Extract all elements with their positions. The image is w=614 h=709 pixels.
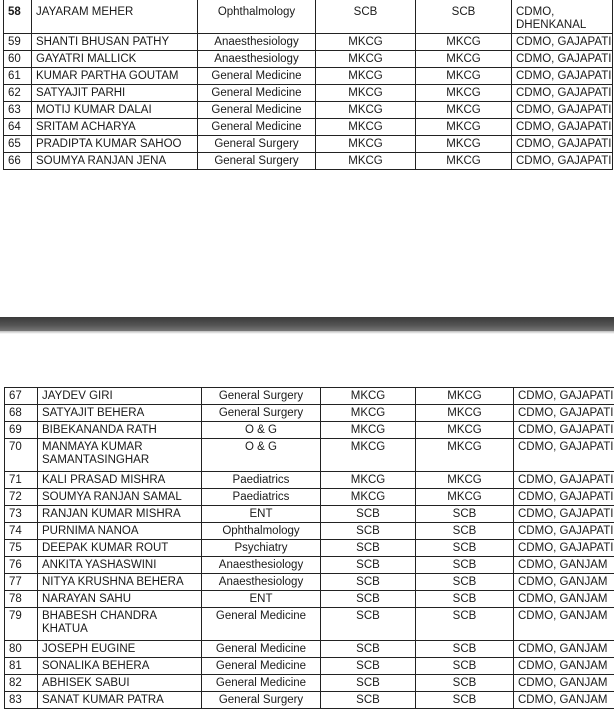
posting-place: CDMO, GAJAPATI [512,102,613,119]
to-institution: MKCG [416,153,512,170]
posting-place: CDMO, GANJAM [514,641,614,658]
department: Paediatrics [202,489,321,506]
doctor-name: JOSEPH EUGINE [38,641,202,658]
doctor-name: KUMAR PARTHA GOUTAM [32,68,198,85]
to-institution: SCB [416,574,514,591]
doctor-name: ABHISEK SABUI [38,675,202,692]
serial-number: 69 [5,422,38,439]
posting-place: CDMO, GANJAM [514,658,614,675]
from-institution: SCB [321,591,416,608]
department: Psychiatry [202,540,321,557]
department: General Medicine [202,675,321,692]
doctor-name: JAYDEV GIRI [38,388,202,405]
doctor-name: RANJAN KUMAR MISHRA [38,506,202,523]
table-row [4,153,613,170]
serial-number: 77 [5,574,38,591]
to-institution: MKCG [416,439,514,472]
table-row [4,136,613,153]
from-institution: MKCG [316,68,416,85]
department: General Medicine [198,85,316,102]
to-institution: MKCG [416,405,514,422]
serial-number: 60 [4,51,32,68]
from-institution: SCB [321,608,416,641]
department: O & G [202,422,321,439]
serial-number: 58 [4,0,32,34]
from-institution: MKCG [316,119,416,136]
serial-number: 61 [4,68,32,85]
doctor-name: GAYATRI MALLICK [32,51,198,68]
department: General Surgery [202,405,321,422]
serial-number: 66 [4,153,32,170]
serial-number: 70 [5,439,38,472]
doctor-name: DEEPAK KUMAR ROUT [38,540,202,557]
posting-place: CDMO, GAJAPATI [512,51,613,68]
serial-number: 75 [5,540,38,557]
serial-number: 83 [5,692,38,709]
department: O & G [202,439,321,472]
from-institution: SCB [316,0,416,34]
posting-place: CDMO, GAJAPATI [514,439,614,472]
from-institution: SCB [321,540,416,557]
doctor-name: SHANTI BHUSAN PATHY [32,34,198,51]
posting-table-page-1 [3,0,613,170]
from-institution: MKCG [316,85,416,102]
from-institution: MKCG [321,489,416,506]
to-institution: SCB [416,658,514,675]
from-institution: MKCG [316,136,416,153]
doctor-name: SOUMYA RANJAN JENA [32,153,198,170]
doctor-name: SRITAM ACHARYA [32,119,198,136]
from-institution: MKCG [316,51,416,68]
posting-place: CDMO, GAJAPATI [514,472,614,489]
serial-number: 68 [5,405,38,422]
department: General Medicine [198,102,316,119]
doctor-name: MOTIJ KUMAR DALAI [32,102,198,119]
doctor-name: PURNIMA NANOA [38,523,202,540]
to-institution: MKCG [416,85,512,102]
to-institution: SCB [416,506,514,523]
serial-number: 79 [5,608,38,641]
doctor-name: KALI PRASAD MISHRA [38,472,202,489]
from-institution: SCB [321,557,416,574]
serial-number: 65 [4,136,32,153]
table-row [4,102,613,119]
page-separator-bar [0,317,614,331]
to-institution: SCB [416,557,514,574]
to-institution: SCB [416,591,514,608]
from-institution: MKCG [321,422,416,439]
doctor-name: NARAYAN SAHU [38,591,202,608]
table-row [5,523,614,540]
table-row [5,472,614,489]
to-institution: MKCG [416,422,514,439]
posting-place: CDMO, GANJAM [514,591,614,608]
from-institution: SCB [321,523,416,540]
from-institution: MKCG [321,439,416,472]
from-institution: MKCG [316,153,416,170]
serial-number: 63 [4,102,32,119]
from-institution: SCB [321,658,416,675]
table-row [5,388,614,405]
posting-place: CDMO, GAJAPATI [512,119,613,136]
doctor-name: BHABESH CHANDRA KHATUA [38,608,202,641]
department: General Medicine [202,641,321,658]
table-row [5,641,614,658]
to-institution: SCB [416,540,514,557]
to-institution: MKCG [416,119,512,136]
doctor-name: SATYAJIT PARHI [32,85,198,102]
serial-number: 73 [5,506,38,523]
doctor-name: MANMAYA KUMAR SAMANTASINGHAR [38,439,202,472]
posting-place: CDMO, GAJAPATI [514,422,614,439]
table-row [5,540,614,557]
department: ENT [202,506,321,523]
table-row [5,405,614,422]
doctor-name: BIBEKANANDA RATH [38,422,202,439]
department: General Medicine [202,658,321,675]
serial-number: 81 [5,658,38,675]
doctor-name: SONALIKA BEHERA [38,658,202,675]
table-row [5,439,614,472]
table-row [5,608,614,641]
serial-number: 67 [5,388,38,405]
posting-place: CDMO, GAJAPATI [514,506,614,523]
department: Paediatrics [202,472,321,489]
to-institution: SCB [416,675,514,692]
to-institution: MKCG [416,472,514,489]
to-institution: MKCG [416,102,512,119]
doctor-name: SATYAJIT BEHERA [38,405,202,422]
posting-place: CDMO, GAJAPATI [512,68,613,85]
department: General Surgery [198,136,316,153]
to-institution: MKCG [416,51,512,68]
department: Anaesthesiology [198,51,316,68]
table-row [5,675,614,692]
posting-place: CDMO, GAJAPATI [514,540,614,557]
posting-place: CDMO, GAJAPATI [514,388,614,405]
posting-place: CDMO, GAJAPATI [514,489,614,506]
from-institution: SCB [321,692,416,709]
table-row [4,0,613,34]
posting-place: CDMO, GAJAPATI [514,523,614,540]
doctor-name: ANKITA YASHASWINI [38,557,202,574]
posting-place: CDMO, GAJAPATI [512,85,613,102]
table-row [4,51,613,68]
serial-number: 78 [5,591,38,608]
department: Anaesthesiology [198,34,316,51]
to-institution: MKCG [416,34,512,51]
page-separator-shadow [0,331,614,334]
table-row [5,422,614,439]
table-row [4,119,613,136]
from-institution: MKCG [316,34,416,51]
table-row [5,658,614,675]
department: General Medicine [198,68,316,85]
to-institution: SCB [416,692,514,709]
serial-number: 72 [5,489,38,506]
posting-place: CDMO, GANJAM [514,557,614,574]
from-institution: MKCG [316,102,416,119]
to-institution: MKCG [416,489,514,506]
table-row [5,574,614,591]
serial-number: 64 [4,119,32,136]
doctor-name: JAYARAM MEHER [32,0,198,34]
to-institution: MKCG [416,388,514,405]
department: Ophthalmology [202,523,321,540]
table-row [4,68,613,85]
from-institution: MKCG [321,388,416,405]
serial-number: 76 [5,557,38,574]
table-row [5,506,614,523]
serial-number: 71 [5,472,38,489]
posting-table-page-2 [4,387,614,709]
serial-number: 80 [5,641,38,658]
doctor-name: SOUMYA RANJAN SAMAL [38,489,202,506]
from-institution: SCB [321,675,416,692]
serial-number: 62 [4,85,32,102]
table-row [4,34,613,51]
from-institution: SCB [321,574,416,591]
from-institution: MKCG [321,405,416,422]
to-institution: SCB [416,0,512,34]
table-row [5,557,614,574]
department: General Surgery [202,388,321,405]
department: General Medicine [198,119,316,136]
department: General Medicine [202,608,321,641]
to-institution: MKCG [416,136,512,153]
department: ENT [202,591,321,608]
to-institution: SCB [416,641,514,658]
posting-place: CDMO, GAJAPATI [512,34,613,51]
serial-number: 59 [4,34,32,51]
table-row [4,85,613,102]
posting-place: CDMO, GANJAM [514,675,614,692]
posting-place: CDMO, GAJAPATI [514,405,614,422]
to-institution: SCB [416,608,514,641]
table-row [5,591,614,608]
from-institution: MKCG [321,472,416,489]
department: General Surgery [202,692,321,709]
posting-place: CDMO, GAJAPATI [512,136,613,153]
posting-place: CDMO, DHENKANAL [512,0,613,34]
doctor-name: SANAT KUMAR PATRA [38,692,202,709]
doctor-name: PRADIPTA KUMAR SAHOO [32,136,198,153]
posting-place: CDMO, GANJAM [514,574,614,591]
department: General Surgery [198,153,316,170]
table-row [5,692,614,709]
posting-place: CDMO, GAJAPATI [512,153,613,170]
from-institution: SCB [321,641,416,658]
to-institution: MKCG [416,68,512,85]
doctor-name: NITYA KRUSHNA BEHERA [38,574,202,591]
posting-place: CDMO, GANJAM [514,608,614,641]
to-institution: SCB [416,523,514,540]
department: Ophthalmology [198,0,316,34]
table-row [5,489,614,506]
posting-place: CDMO, GANJAM [514,692,614,709]
serial-number: 74 [5,523,38,540]
department: Anaesthesiology [202,574,321,591]
serial-number: 82 [5,675,38,692]
department: Anaesthesiology [202,557,321,574]
from-institution: SCB [321,506,416,523]
